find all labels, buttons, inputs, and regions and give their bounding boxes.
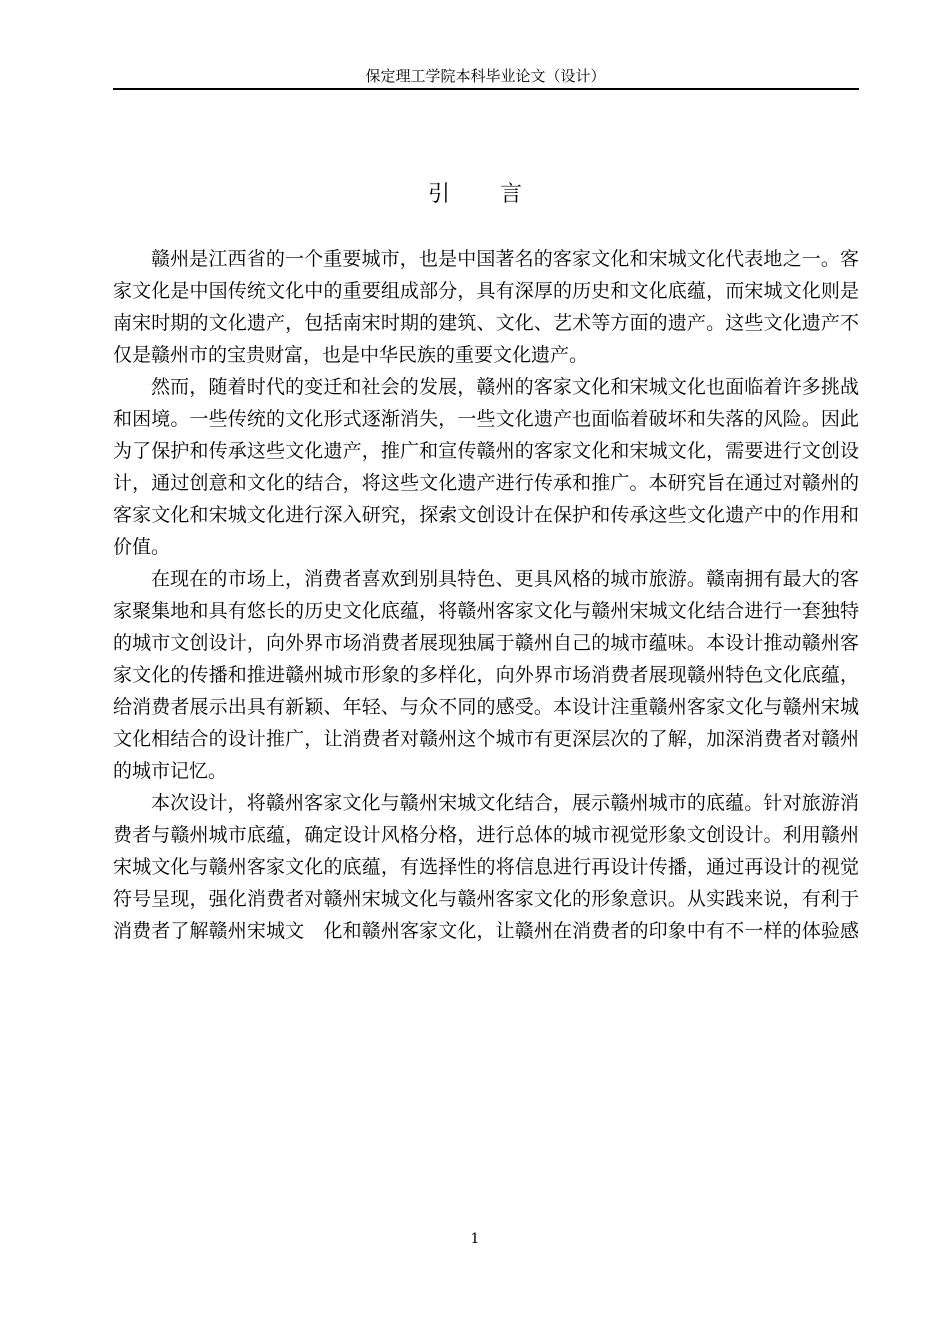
title-char: 引 (427, 182, 450, 207)
paragraph (113, 787, 859, 947)
title-char: 言 (500, 182, 523, 207)
text-line: 的城市文创设计，向外界市场消费者展现独属于赣州自己的城市蕴味。本设计推动赣州客 (113, 632, 859, 654)
section-title (0, 180, 950, 210)
text-line: 家文化的传播和推进赣州城市形象的多样化，向外界市场消费者展现赣州特色文化底蕴， (113, 664, 859, 686)
text-line: 在现在的市场上，消费者喜欢到别具特色、更具风格的城市旅游。赣南拥有最大的客 (151, 568, 859, 590)
text-line: 仅是赣州市的宝贵财富，也是中华民族的重要文化遗产。 (113, 344, 589, 366)
text-line: 符号呈现，强化消费者对赣州宋城文化与赣州客家文化的形象意识。从实践来说，有利于 (113, 888, 859, 910)
text-line: 本次设计，将赣州客家文化与赣州宋城文化结合，展示赣州城市的底蕴。针对旅游消 (151, 792, 859, 814)
text-line: 和困境。一些传统的文化形式逐渐消失，一些文化遗产也面临着破坏和失落的风险。因此 (113, 408, 859, 430)
text-line: 消费者了解赣州宋城文 化和赣州客家文化，让赣州在消费者的印象中有不一样的体验感 (113, 920, 859, 942)
text-line: 费者与赣州城市底蕴，确定设计风格分格，进行总体的城市视觉形象文创设计。利用赣州 (113, 824, 859, 846)
header-divider (113, 88, 859, 90)
text-line: 家文化是中国传统文化中的重要组成部分，具有深厚的历史和文化底蕴，而宋城文化则是 (113, 280, 859, 302)
running-header: 保定理工学院本科毕业论文（设计） (365, 67, 606, 85)
text-line: 赣州是江西省的一个重要城市，也是中国著名的客家文化和宋城文化代表地之一。客 (151, 248, 859, 270)
body-text (113, 243, 859, 947)
paragraph (113, 563, 859, 787)
text-line: 家聚集地和具有悠长的历史文化底蕴，将赣州客家文化与赣州宋城文化结合进行一套独特 (113, 600, 859, 622)
text-line: 然而，随着时代的变迁和社会的发展，赣州的客家文化和宋城文化也面临着许多挑战 (151, 376, 859, 398)
text-line: 客家文化和宋城文化进行深入研究，探索文创设计在保护和传承这些文化遗产中的作用和 (113, 504, 859, 526)
text-line: 给消费者展示出具有新颖、年轻、与众不同的感受。本设计注重赣州客家文化与赣州宋城 (113, 696, 859, 718)
paragraph (113, 371, 859, 563)
text-line: 计，通过创意和文化的结合，将这些文化遗产进行传承和推广。本研究旨在通过对赣州的 (113, 472, 859, 494)
paragraph (113, 243, 859, 371)
page-number: 1 (470, 1231, 480, 1247)
text-line: 文化相结合的设计推广，让消费者对赣州这个城市有更深层次的了解，加深消费者对赣州 (113, 728, 859, 750)
text-line: 价值。 (113, 536, 171, 558)
text-line: 为了保护和传承这些文化遗产，推广和宣传赣州的客家文化和宋城文化，需要进行文创设 (113, 440, 859, 462)
text-line: 的城市记忆。 (113, 760, 228, 782)
text-line: 南宋时期的文化遗产，包括南宋时期的建筑、文化、艺术等方面的遗产。这些文化遗产不 (113, 312, 859, 334)
text-line: 宋城文化与赣州客家文化的底蕴，有选择性的将信息进行再设计传播，通过再设计的视觉 (113, 856, 859, 878)
